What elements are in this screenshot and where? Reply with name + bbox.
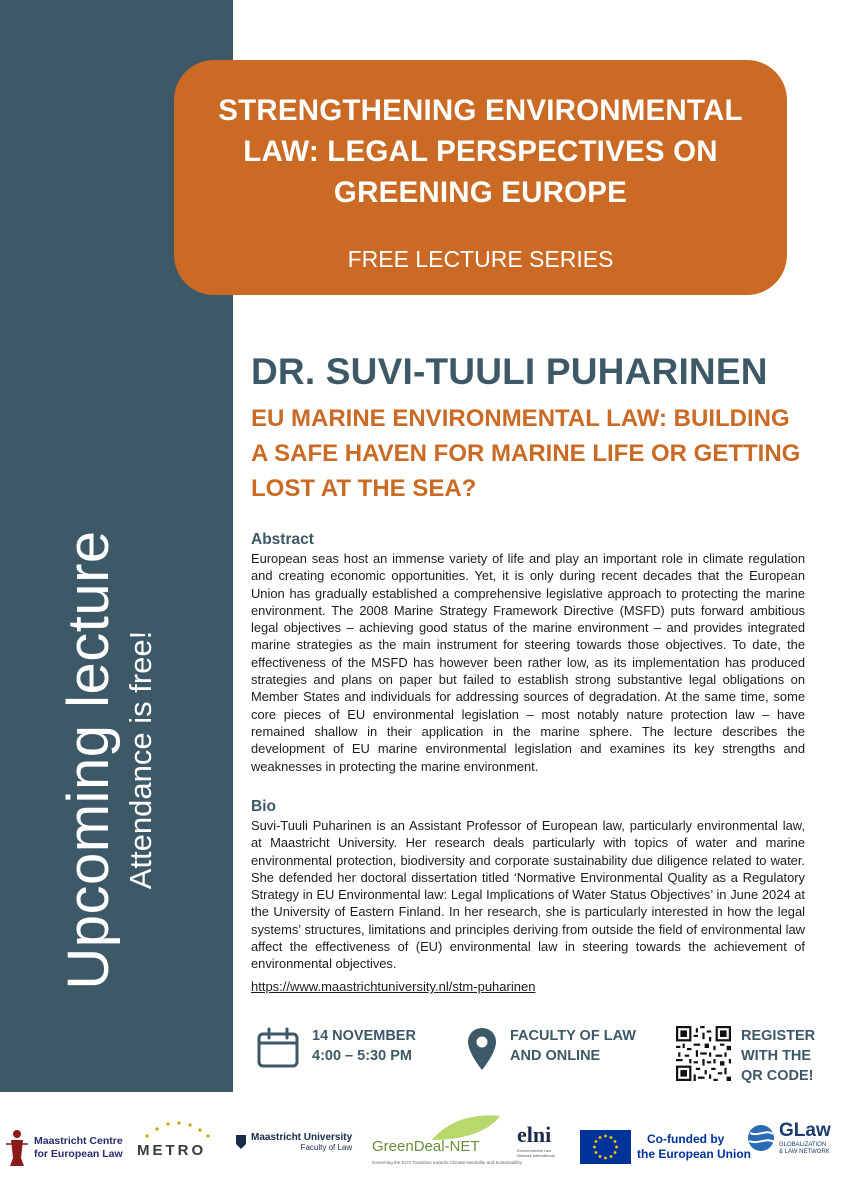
globe-icon bbox=[746, 1123, 776, 1153]
mcel-line-1: Maastricht Centre bbox=[34, 1135, 123, 1147]
bio-section bbox=[251, 798, 805, 973]
registration-block bbox=[676, 1026, 815, 1086]
sidebar-text bbox=[56, 460, 176, 1060]
series-title: STRENGTHENING ENVIRONMENTAL LAW: LEGAL PERSPECTIVES ON GREENING EUROPE bbox=[218, 94, 743, 209]
elni-tagline: Environmental Law Network International bbox=[517, 1148, 555, 1158]
event-time: 4:00 – 5:30 PM bbox=[312, 1048, 412, 1064]
event-date: 14 NOVEMBER bbox=[312, 1028, 416, 1044]
glaw-tagline-1: GLOBALIZATION bbox=[779, 1142, 827, 1148]
lecture-title: EU MARINE ENVIRONMENTAL LAW: BUILDING A SAFE HAVEN FOR MARINE LIFE OR GETTING LOST AT THE SEA? bbox=[251, 405, 801, 502]
elni-logo bbox=[517, 1122, 557, 1158]
greendeal-net-logo bbox=[372, 1112, 522, 1172]
calendar-icon bbox=[256, 1026, 300, 1070]
elni-name: elni bbox=[517, 1122, 552, 1147]
bio-heading: Bio bbox=[251, 798, 276, 815]
mcel-line-2: for European Law bbox=[34, 1148, 123, 1160]
event-location-block bbox=[466, 1026, 636, 1072]
register-line-3: QR CODE! bbox=[741, 1068, 814, 1084]
abstract-text: European seas host an immense variety of life and play an important role in climate regulation and creating economic opportunities. Yet, it is only during recent decades that the European Union has gradually established a comprehensive legislative approach to protecting the marine environment. The 2008 Marine Strategy Framework Directive (MSFD) puts forward ambitious legal objectives – achieving good status of the marine environment – and provides integrated marine strategies as the main instrument for steering towards those objectives. To date, the effectiveness of the MSFD has however been rather low, as its implementation has produced strategies and plans on paper but failed to establish strong substantive legal obligations on Member States and individuals for addressing sources of degradation. At the same time, some core pieces of EU environmental legislation – most notably nature protection law – have remained shallow in their application in the marine sphere. The lecture describes the development of EU marine environmental legislation and examines its key strengths and weaknesses in protecting the marine environment. bbox=[251, 551, 805, 774]
greendeal-name: GreenDeal-NET bbox=[372, 1138, 480, 1155]
um-faculty: Faculty of Law bbox=[300, 1143, 353, 1152]
speaker-name: DR. SUVI-TUULI PUHARINEN bbox=[251, 351, 768, 392]
attendance-free-label: Attendance is free! bbox=[123, 630, 158, 890]
stars-arc-icon bbox=[137, 1120, 217, 1140]
mcel-logo bbox=[6, 1128, 123, 1168]
abstract-heading: Abstract bbox=[251, 531, 314, 548]
bio-text: Suvi-Tuuli Puharinen is an Assistant Professor of European law, particularly environmental law, at Maastricht University. Her research deals particularly with topics of water and marine environmental protection, biodiversity and corporate sustainability due diligence related to water. She defended her doctoral dissertation titled ‘Normative Environmental Quality as a Regulatory Strategy in EU Environmental law: Legal Implications of Water Status Objectives’ in June 2024 at the University of Eastern Finland. In her research, she is particularly interested in how the legal systems’ structures, limitations and principles deriving from outside the field of environmental law affect the effectiveness of (EU) environmental law in steering towards the achievement of environmental objectives. bbox=[251, 818, 805, 972]
glaw-tagline-2: & LAW NETWORK bbox=[779, 1149, 830, 1155]
event-date-block bbox=[256, 1026, 416, 1070]
um-crest-icon bbox=[235, 1134, 247, 1150]
justice-figure-icon bbox=[6, 1128, 28, 1168]
glaw-name: GLaw bbox=[779, 1120, 831, 1141]
register-instructions bbox=[741, 1026, 815, 1086]
qr-code[interactable] bbox=[676, 1026, 731, 1081]
event-location bbox=[510, 1026, 636, 1066]
speaker-profile-link[interactable]: https://www.maastrichtuniversity.nl/stm-puharinen bbox=[251, 979, 536, 994]
metro-logo bbox=[137, 1120, 217, 1159]
maastricht-university-logo bbox=[235, 1132, 352, 1152]
register-line-1: REGISTER bbox=[741, 1028, 816, 1044]
metro-name: METRO bbox=[137, 1142, 207, 1159]
series-title-box bbox=[174, 60, 787, 295]
event-datetime bbox=[312, 1026, 416, 1066]
upcoming-lecture-label: Upcoming lecture bbox=[56, 530, 121, 990]
event-location-line-2: AND ONLINE bbox=[510, 1048, 601, 1064]
glaw-logo bbox=[746, 1120, 831, 1156]
series-subtitle: FREE LECTURE SERIES bbox=[347, 246, 614, 272]
eu-cofunded-logo bbox=[580, 1130, 751, 1164]
eu-line-1: Co-funded by bbox=[647, 1132, 725, 1146]
abstract-section bbox=[251, 531, 805, 775]
eu-line-2: the European Union bbox=[637, 1147, 751, 1161]
partner-logos bbox=[0, 1102, 849, 1200]
greendeal-tagline: Governing the EU's Transition towards Climate Neutrality and Sustainability bbox=[372, 1160, 522, 1165]
eu-flag-icon bbox=[580, 1130, 631, 1164]
um-name: Maastricht University bbox=[251, 1132, 353, 1143]
map-pin-icon bbox=[466, 1026, 498, 1072]
register-line-2: WITH THE bbox=[741, 1048, 812, 1064]
event-location-line-1: FACULTY OF LAW bbox=[510, 1028, 636, 1044]
